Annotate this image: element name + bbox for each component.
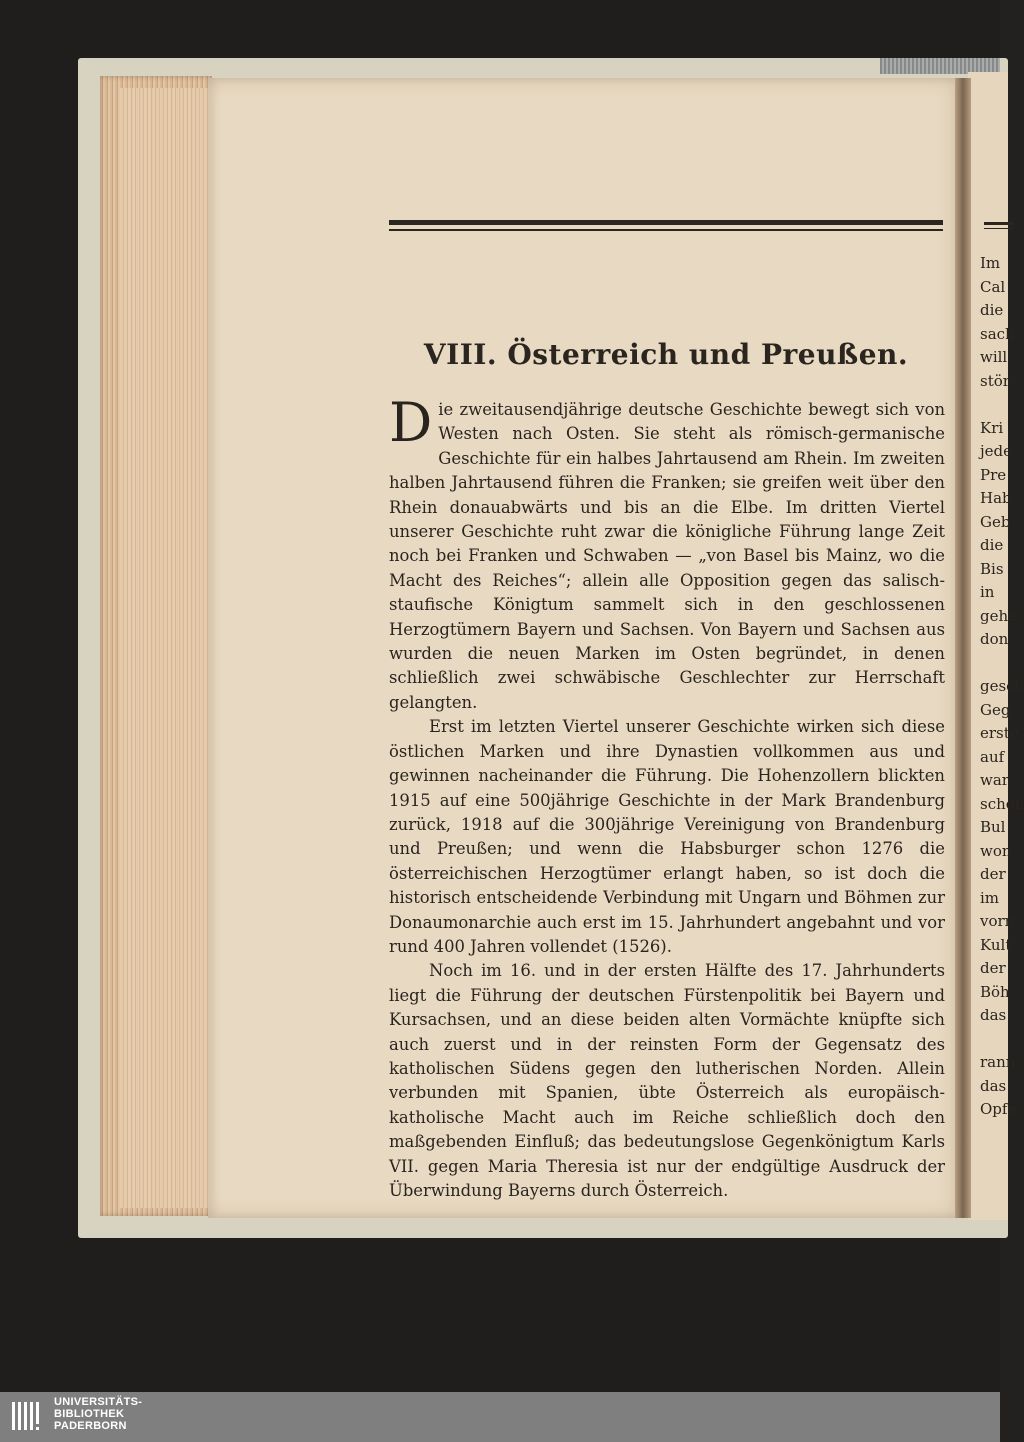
next-page-line bbox=[980, 393, 1010, 417]
next-page-line: im bbox=[980, 888, 1000, 907]
next-page-line: der bbox=[980, 865, 1006, 883]
next-page-line: stör bbox=[980, 371, 1010, 390]
next-page-rule bbox=[984, 222, 1014, 225]
header-rule-thick bbox=[389, 220, 943, 225]
next-page-line: Böh bbox=[980, 982, 1010, 1001]
paragraph-2: Erst im letzten Viertel unserer Geschichte wirken sich diese östlichen Marken und ihre Dynastien vollkommen aus und gewinnen nacheinander die Führung. Die Hohenzollern blickten 1915 auf eine 500jährige Geschichte in der Mark Brandenburg zurück, 1918 auf die 300jährige Vereinigung von Brandenburg und Preußen; und wenn die Habsburger schon 1276 die österreichischen Herzogtümer erlangt haben, so ist doch die historisch entscheidende Verbindung mit Ungarn und Böhmen zur Donaumonarchie auch erst im 15. Jahrhundert angebahnt und vor rund 400 Jahren vollendet (1526). bbox=[389, 717, 945, 956]
next-page-line: Pre bbox=[980, 465, 1007, 484]
next-page-line bbox=[980, 1028, 1010, 1052]
next-page-line: schon bbox=[980, 794, 1024, 813]
paragraph-1-text: ie zweitausendjährige deutsche Geschichte bewegt sich von Westen nach Osten. Sie steht als römisch-germanische Geschichte für ein halbes Jahrtausend am Rhein. Im zweiten halben Jahrtausend führen die Franken; sie greifen weit über den Rhein donauabwärts und bis an die Elbe. Im dritten Viertel unserer Geschichte ruht zwar die königliche Führung lange Zeit noch bei Franken und Schwaben — „von Basel bis Mainz, wo die Macht des Reiches“; allein alle Opposition gegen das salisch-staufische Königtum sammelt sich in den geschlossenen Herzogtümern Bayern und Sachsen. Von Bayern und Sachsen aus wurden die neuen Marken im Osten begründet, in denen schließlich zwei schwäbische Geschlechter zur Herrschaft gelangten. bbox=[389, 400, 945, 712]
body-text bbox=[389, 391, 945, 1203]
next-page-line: erste bbox=[980, 724, 1019, 742]
next-page-line: in bbox=[980, 583, 995, 601]
paragraph-3: Noch im 16. und in der ersten Hälfte des 17. Jahrhunderts liegt die Führung der deutschen Fürstenpolitik bei Bayern und Kursachsen, und an diese beiden alten Vormächte knüpfte sich auch zuerst und in der reinsten Form der Gegensatz des katholischen Südens gegen den lutherischen Norden. Allein verbunden mit Spanien, übte Österreich als europäisch-katholische Macht auch im Reiche schließlich doch den maßgebenden Einfluß; das bedeutungslose Gegenkönigtum Karls VII. gegen Maria Theresia ist nur der endgültige Ausdruck der Überwindung Bayerns durch Österreich. bbox=[389, 961, 945, 1200]
next-page-line: will bbox=[980, 348, 1008, 366]
next-page-line: won bbox=[980, 841, 1012, 860]
library-logo-icon bbox=[10, 1398, 48, 1434]
next-page-text bbox=[980, 252, 1024, 1122]
drop-cap: D bbox=[389, 391, 433, 454]
chapter-title: VIII. Österreich und Preußen. bbox=[423, 338, 909, 371]
next-page-line: don bbox=[980, 630, 1009, 648]
next-page-line: gesch bbox=[980, 677, 1024, 695]
library-name-line-2: BIBLIOTHEK bbox=[54, 1408, 125, 1420]
page-edges-inner bbox=[120, 88, 212, 1208]
next-page-line: vorn bbox=[980, 912, 1015, 930]
next-page-line: jede bbox=[980, 442, 1013, 460]
next-page-line: Opfe bbox=[980, 1100, 1017, 1118]
next-page-line: rann bbox=[980, 1053, 1016, 1071]
next-page-line: war bbox=[980, 771, 1009, 789]
next-page-line: Im bbox=[980, 254, 1001, 272]
next-page-line: Hab bbox=[980, 489, 1012, 507]
header-rule-thin bbox=[389, 229, 943, 231]
paragraph-1 bbox=[389, 391, 945, 715]
next-page-line: Cal bbox=[980, 277, 1006, 296]
library-footer bbox=[0, 1392, 1000, 1442]
library-name-line-3: PADERBORN bbox=[54, 1420, 127, 1432]
library-name-line-1: UNIVERSITÄTS- bbox=[54, 1396, 143, 1408]
next-page-line: die bbox=[980, 536, 1004, 554]
next-page-line: Bul bbox=[980, 818, 1006, 836]
next-page-line: die bbox=[980, 301, 1004, 319]
next-page-line: das bbox=[980, 1076, 1007, 1095]
next-page-line: Geb bbox=[980, 512, 1011, 531]
library-name bbox=[54, 1396, 142, 1432]
next-page-line: Kri bbox=[980, 418, 1004, 437]
next-page-line: gehe bbox=[980, 606, 1018, 625]
next-page-line: Kult bbox=[980, 935, 1012, 954]
page-gutter bbox=[955, 78, 971, 1218]
next-page-line: sach bbox=[980, 324, 1015, 343]
next-page-line: Geg bbox=[980, 700, 1011, 719]
next-page-line: der bbox=[980, 959, 1006, 977]
next-page-line: Bis bbox=[980, 559, 1004, 578]
next-page-sliver bbox=[968, 72, 1024, 1220]
next-page-line: auf bbox=[980, 747, 1005, 766]
next-page-line: das bbox=[980, 1006, 1007, 1024]
next-page-line bbox=[980, 652, 1010, 676]
next-page-rule-thin bbox=[984, 228, 1014, 229]
